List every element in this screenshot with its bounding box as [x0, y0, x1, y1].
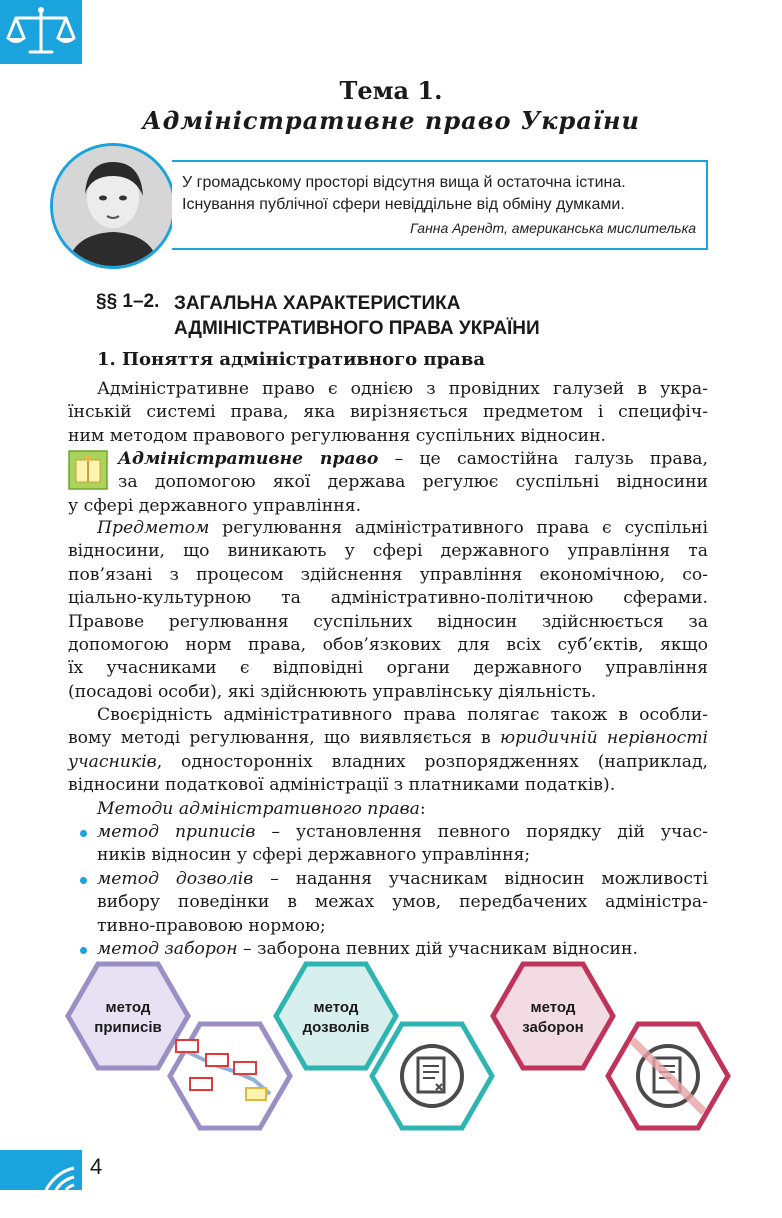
text-line [68, 517, 708, 540]
section-title [174, 291, 540, 341]
definition-line [68, 448, 708, 471]
text-span: – заборона певних дій учасникам відносин. [237, 939, 638, 960]
epigraph-box [172, 160, 708, 250]
methods-intro [68, 798, 708, 821]
list-item [68, 868, 708, 938]
paragraph-definition [68, 448, 708, 518]
corner-badge [0, 0, 82, 64]
text-line: ціально-культурною та адміністративно-політичною сферами. [68, 588, 708, 609]
hex2-label-2: дозволів [302, 1019, 370, 1036]
epigraph-author: Ганна Арендт, американська мислителька [410, 220, 696, 236]
hex3-label-1: метод [530, 999, 576, 1016]
text-line: ників відносин у сфері державного управління; [97, 845, 531, 866]
page-corner-decoration [0, 1150, 82, 1190]
text-line: їх учасниками є відповідні органи державного управління [68, 658, 708, 679]
text-line: вибору поведінки в межах умов, передбачених адміністра- [97, 892, 708, 913]
text-line: Адміністративне право є однією з провідних галузей в укра- [97, 379, 708, 399]
paragraph-subject [68, 517, 708, 704]
text-line: (посадові особи), які здійснюють управлінську діяльність. [68, 681, 597, 702]
hex-prescriptions [68, 964, 188, 1068]
text-line [68, 751, 708, 774]
scales-icon [0, 0, 82, 64]
text-line: Своєрідність адміністративного права полягає також в особли- [97, 705, 708, 725]
epigraph-line-2: Існування публічної сфери невіддільне від обміну думками. [182, 196, 625, 213]
bullet-term: метод приписів [97, 822, 256, 843]
term-inequality: юридичній нерівності [499, 728, 708, 749]
hex-permissions [276, 964, 396, 1068]
text-line: за допомогою якої держава регулює суспільні відносини [118, 472, 708, 493]
epigraph-text [182, 172, 626, 216]
text-line: пов’язані з процесом здійснення управління економічною, со- [68, 564, 708, 585]
method-permissions-group [276, 964, 492, 1128]
text-span: – це самостійна галузь права, [378, 449, 708, 469]
subsection-heading: 1. Поняття адміністративного права [97, 349, 486, 370]
bullet-term: метод заборон [97, 939, 238, 960]
section-title-line-2: АДМІНІСТРАТИВНОГО ПРАВА УКРАЇНИ [174, 318, 540, 339]
section-number: §§ 1–2. [96, 291, 160, 312]
paragraph-method [68, 704, 708, 961]
term-participants: учасників [68, 751, 157, 772]
wave-icon [0, 1150, 82, 1190]
section-title-line-1: ЗАГАЛЬНА ХАРАКТЕРИСТИКА [174, 293, 461, 314]
hex1-label-2: приписів [94, 1019, 162, 1036]
text-line: у сфері державного управління. [68, 495, 362, 516]
method-prescriptions-group [68, 964, 290, 1128]
text-line [97, 821, 708, 844]
term-subject: Предметом [97, 518, 210, 538]
epigraph-line-1: У громадському просторі відсутня вища й остаточна істина. [182, 174, 626, 191]
text-line: допомогою норм права, обов’язкових для всіх суб’єктів, якщо [68, 635, 708, 656]
methods-intro-term: Методи адміністративного права [97, 798, 420, 819]
topic-title: Адміністративне право України [142, 106, 640, 135]
text-line: тивно-правовою нормою; [97, 915, 326, 936]
hex-prohibitions [493, 964, 613, 1068]
methods-diagram [0, 958, 782, 1138]
method-prohibitions-group [493, 964, 728, 1128]
text-line: ним методом правового регулювання суспільних відносин. [68, 425, 607, 446]
text-line [68, 727, 708, 750]
text-line: Правове регулювання суспільних відносин здійснюється за [68, 611, 708, 632]
text-line: відносини податкової адміністрації з платниками податків). [68, 775, 616, 796]
hex1-label-1: метод [105, 999, 151, 1016]
author-portrait [50, 143, 176, 269]
text-line [97, 868, 708, 891]
page-number: 4 [90, 1154, 103, 1179]
topic-number: Тема 1. [339, 76, 443, 105]
text-span: , односторонніх владних розпорядженнях (наприклад, [156, 751, 708, 772]
text-span: вому методі регулювання, що виявляється в [68, 728, 500, 749]
list-item [68, 821, 708, 868]
text-span: – установлення певного порядку дій учас- [255, 822, 708, 843]
hex2-label-1: метод [313, 999, 359, 1016]
text-line: їнській системі права, яка вирізняється предметом і специфіч- [68, 402, 708, 423]
bullet-term: метод дозволів [97, 868, 254, 889]
text-span: – надання учасникам відносин можливості [253, 868, 708, 889]
text-span: регулювання адміністративного права є суспільні [209, 518, 708, 538]
definition-term: Адміністративне право [118, 449, 379, 469]
text-span: : [419, 798, 426, 819]
text-line: відносини, що виникають у сфері державного управління та [68, 541, 708, 562]
paragraph-intro [68, 378, 708, 448]
hex3-label-2: заборон [522, 1019, 584, 1036]
